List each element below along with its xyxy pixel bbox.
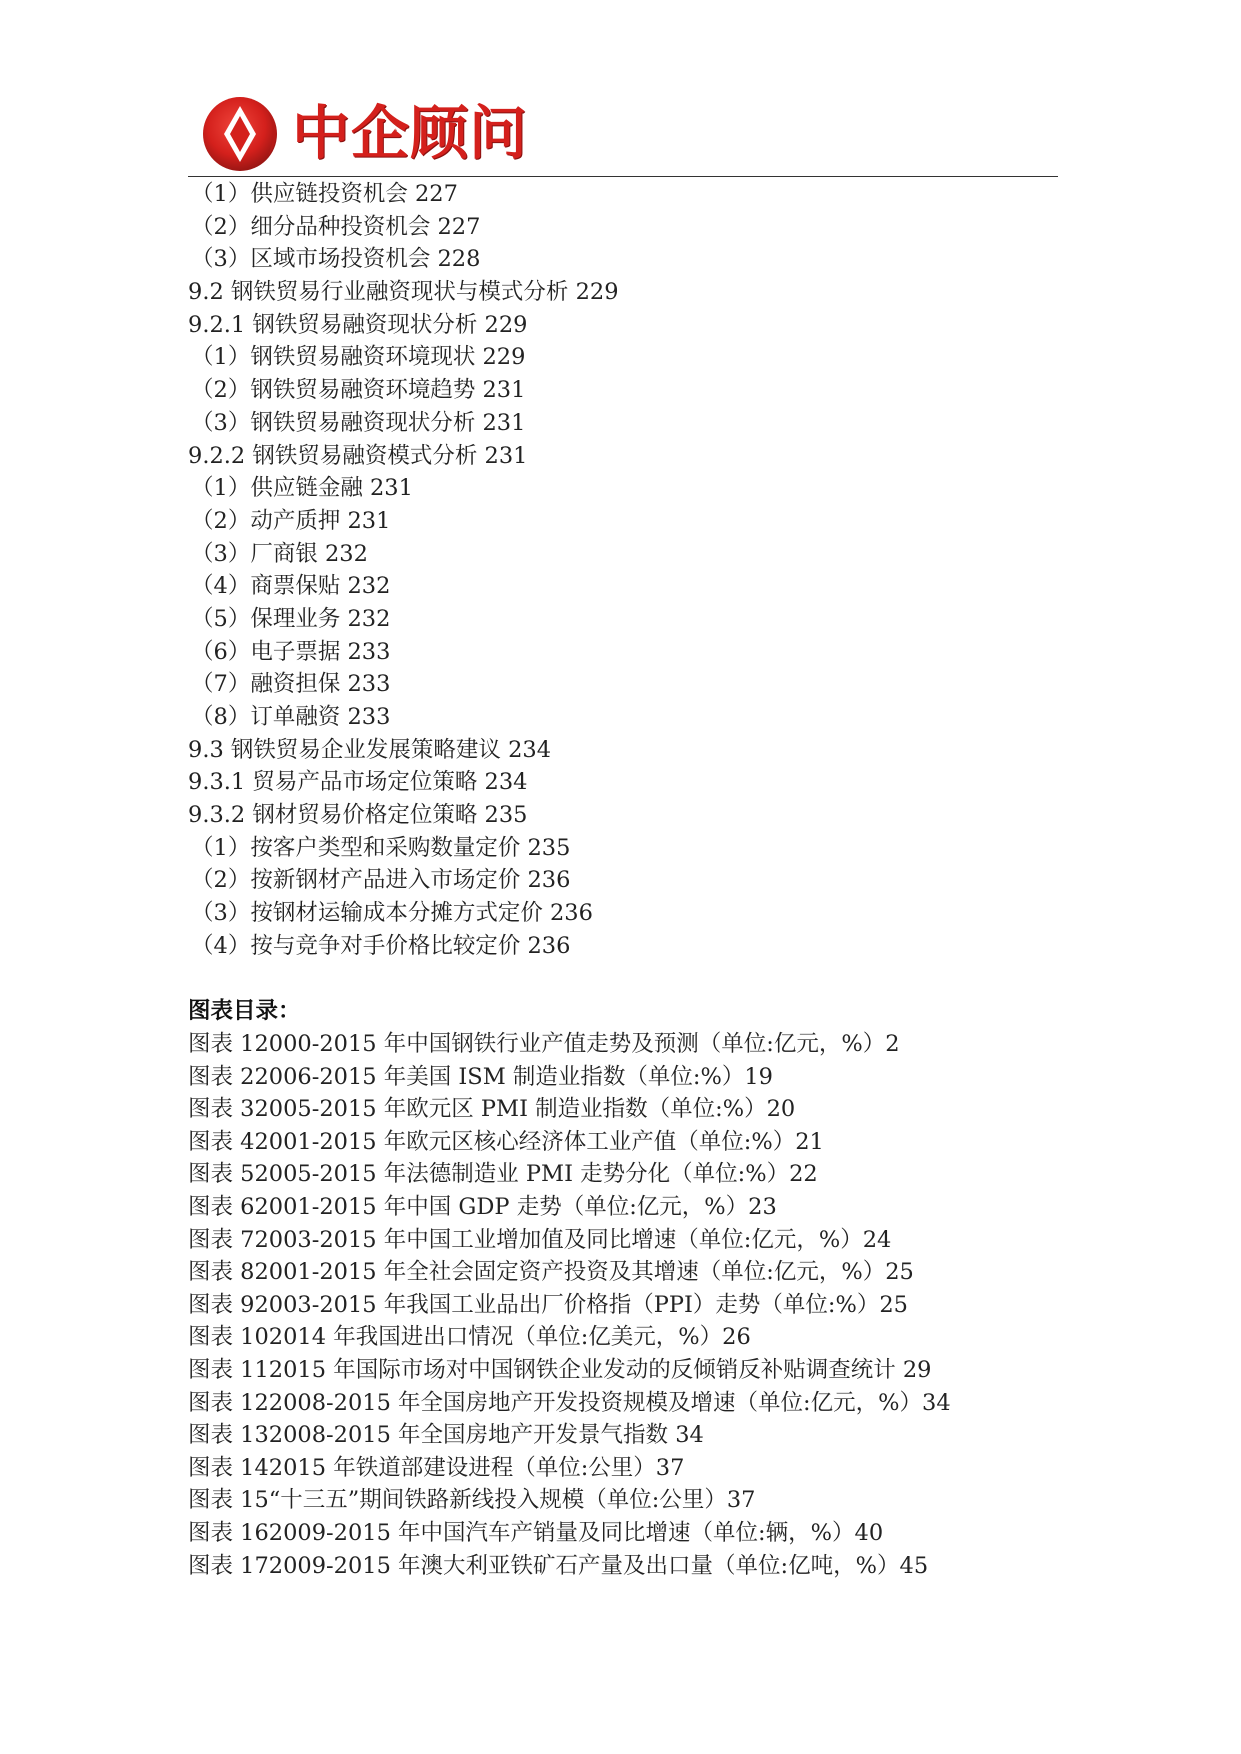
toc-entry: 9.2 钢铁贸易行业融资现状与模式分析 229: [188, 279, 619, 306]
toc-entry: （3）按钢材运输成本分摊方式定价 236: [191, 900, 593, 927]
figure-entry: 图表 112015 年国际市场对中国钢铁企业发动的反倾销反补贴调查统计 29: [188, 1356, 932, 1383]
figure-entry: 图表 52005-2015 年法德制造业 PMI 走势分化（单位:%）22: [188, 1161, 818, 1188]
figure-entry: 图表 22006-2015 年美国 ISM 制造业指数（单位:%）19: [188, 1063, 773, 1090]
figure-entry: 图表 32005-2015 年欧元区 PMI 制造业指数（单位:%）20: [188, 1096, 796, 1123]
figure-entry: 图表 162009-2015 年中国汽车产销量及同比增速（单位:辆，%）40: [188, 1519, 884, 1546]
toc-entry: （1）供应链投资机会 227: [191, 181, 458, 207]
toc-entry: （4）按与竞争对手价格比较定价 236: [191, 932, 571, 959]
figure-entry: 图表 92003-2015 年我国工业品出厂价格指（PPI）走势（单位:%）25: [188, 1291, 909, 1318]
figure-entry: 图表 172009-2015 年澳大利亚铁矿石产量及出口量（单位:亿吨，%）45: [188, 1552, 929, 1579]
toc-entry: （5）保理业务 232: [191, 605, 391, 632]
figure-entry: 图表 42001-2015 年欧元区核心经济体工业产值（单位:%）21: [188, 1128, 824, 1155]
table-of-contents: [188, 178, 1068, 963]
toc-entry: （2）动产质押 231: [191, 507, 391, 534]
toc-entry: （8）订单融资 233: [191, 704, 391, 730]
toc-entry: （1）供应链金融 231: [191, 475, 413, 502]
header-divider: [188, 176, 1058, 177]
toc-entry: 9.3.1 贸易产品市场定位策略 234: [188, 769, 528, 796]
toc-entry: 9.2.1 钢铁贸易融资现状分析 229: [188, 311, 528, 338]
toc-entry: （2）细分品种投资机会 227: [191, 213, 481, 240]
figure-entry: 图表 82001-2015 年全社会固定资产投资及其增速（单位:亿元，%）25: [188, 1259, 914, 1286]
toc-entry: （3）厂商银 232: [191, 540, 368, 567]
toc-entry: （1）按客户类型和采购数量定价 235: [191, 834, 571, 861]
figure-entry: 图表 132008-2015 年全国房地产开发景气指数 34: [188, 1422, 704, 1449]
toc-entry: （4）商票保贴 232: [191, 573, 391, 600]
figure-entry: 图表 62001-2015 年中国 GDP 走势（单位:亿元，%）23: [188, 1193, 777, 1220]
toc-entry: （3）区域市场投资机会 228: [191, 246, 481, 273]
figure-list: [188, 1028, 1088, 1582]
figure-entry: 图表 122008-2015 年全国房地产开发投资规模及增速（单位:亿元，%）34: [188, 1389, 951, 1416]
toc-entry: 9.3 钢铁贸易企业发展策略建议 234: [188, 736, 552, 763]
toc-entry: （1）钢铁贸易融资环境现状 229: [191, 344, 526, 371]
figure-entry: 图表 102014 年我国进出口情况（单位:亿美元，%）26: [188, 1324, 751, 1351]
company-logo: [198, 94, 598, 174]
logo-text: 中企顾问: [292, 99, 529, 167]
toc-entry: （2）钢铁贸易融资环境趋势 231: [191, 377, 526, 404]
figure-entry: 图表 142015 年铁道部建设进程（单位:公里）37: [188, 1454, 685, 1481]
figure-entry: 图表 12000-2015 年中国钢铁行业产值走势及预测（单位:亿元，%）2: [188, 1031, 900, 1057]
toc-entry: （2）按新钢材产品进入市场定价 236: [191, 867, 571, 894]
figure-entry: 图表 15“十三五”期间铁路新线投入规模（单位:公里）37: [188, 1487, 756, 1514]
figure-entry: 图表 72003-2015 年中国工业增加值及同比增速（单位:亿元，%）24: [188, 1226, 892, 1253]
page-header: [188, 88, 1058, 178]
toc-entry: 9.3.2 钢材贸易价格定位策略 235: [188, 802, 528, 829]
figures-heading: 图表目录：: [188, 998, 301, 1024]
toc-entry: （7）融资担保 233: [191, 671, 391, 698]
toc-entry: 9.2.2 钢铁贸易融资模式分析 231: [188, 442, 528, 469]
logo-diamond-icon: [198, 94, 286, 174]
toc-entry: （6）电子票据 233: [191, 638, 391, 665]
toc-entry: （3）钢铁贸易融资现状分析 231: [191, 409, 526, 436]
